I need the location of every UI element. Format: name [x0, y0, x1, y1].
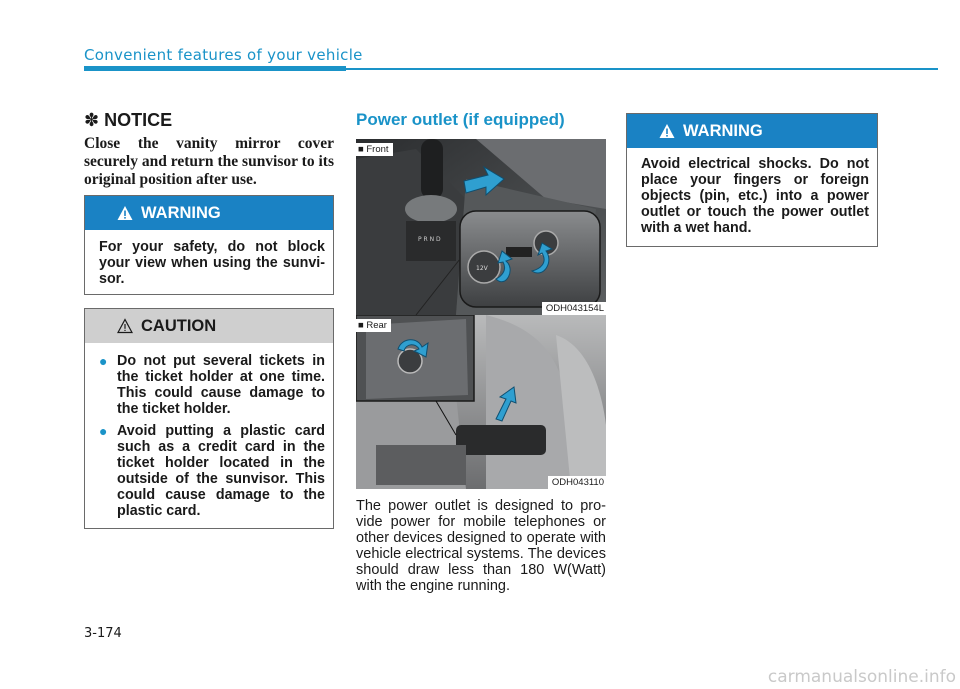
caution-body [85, 343, 333, 519]
front-console-illustration [356, 139, 606, 315]
bullet-icon: ● [99, 353, 108, 369]
caution-box [84, 308, 334, 529]
notice-title: ✽ NOTICE [84, 110, 173, 130]
rear-image-code: ODH043110 [548, 476, 606, 489]
page-number: 3-174 [84, 626, 122, 641]
warning-box-right [626, 113, 878, 247]
rear-outlet-photo [356, 315, 606, 489]
rear-seat-illustration [356, 315, 606, 489]
warning-box-left [84, 195, 334, 295]
header-accent-bar [84, 66, 346, 71]
warning-triangle-icon [659, 123, 675, 139]
front-outlet-photo [356, 139, 606, 315]
caution-triangle-icon [117, 318, 133, 334]
notice-body: Close the vanity mirror cover securely and return the sunvisor to its original position after use. [84, 135, 334, 188]
warning-title: WARNING [683, 121, 763, 140]
warning-header [627, 114, 877, 148]
power-outlet-title: Power outlet (if equipped) [356, 110, 565, 129]
warning-triangle-icon [117, 205, 133, 221]
rear-label: ■ Rear [356, 319, 391, 332]
caution-title: CAUTION [141, 316, 217, 335]
section-header: Convenient features of your vehicle [84, 46, 363, 64]
svg-text:P R N D: P R N D [418, 236, 441, 243]
bullet-icon: ● [99, 423, 108, 439]
caution-item: ● Avoid putting a plastic card such as a credit card in the ticket holder located in the outside of the sunvisor. This could cause damage to the plastic card. [99, 423, 325, 519]
svg-text:12V: 12V [476, 265, 488, 272]
caution-item: ● Do not put several tickets in the ticket holder at one time. This could cause damage to the ticket holder. [99, 353, 325, 417]
caution-header [85, 309, 333, 343]
front-label: ■ Front [356, 143, 393, 156]
header-rule [346, 68, 938, 70]
power-outlet-description: The power outlet is designed to pro-vide power for mobile telephones or other devices designed to operate with vehicle electrical systems. The devices should draw less than 180 W(Watt) with the engine running. [356, 498, 606, 594]
warning-title: WARNING [141, 203, 221, 222]
watermark: carmanualsonline.info [767, 667, 956, 687]
warning-header [85, 196, 333, 230]
front-image-code: ODH043154L [542, 302, 606, 315]
warning-body: For your safety, do not block your view when using the sunvi-sor. [99, 239, 325, 287]
warning-body: Avoid electrical shocks. Do not place your fingers or foreign objects (pin, etc.) into a power outlet or touch the power outlet with a wet hand. [641, 156, 869, 236]
